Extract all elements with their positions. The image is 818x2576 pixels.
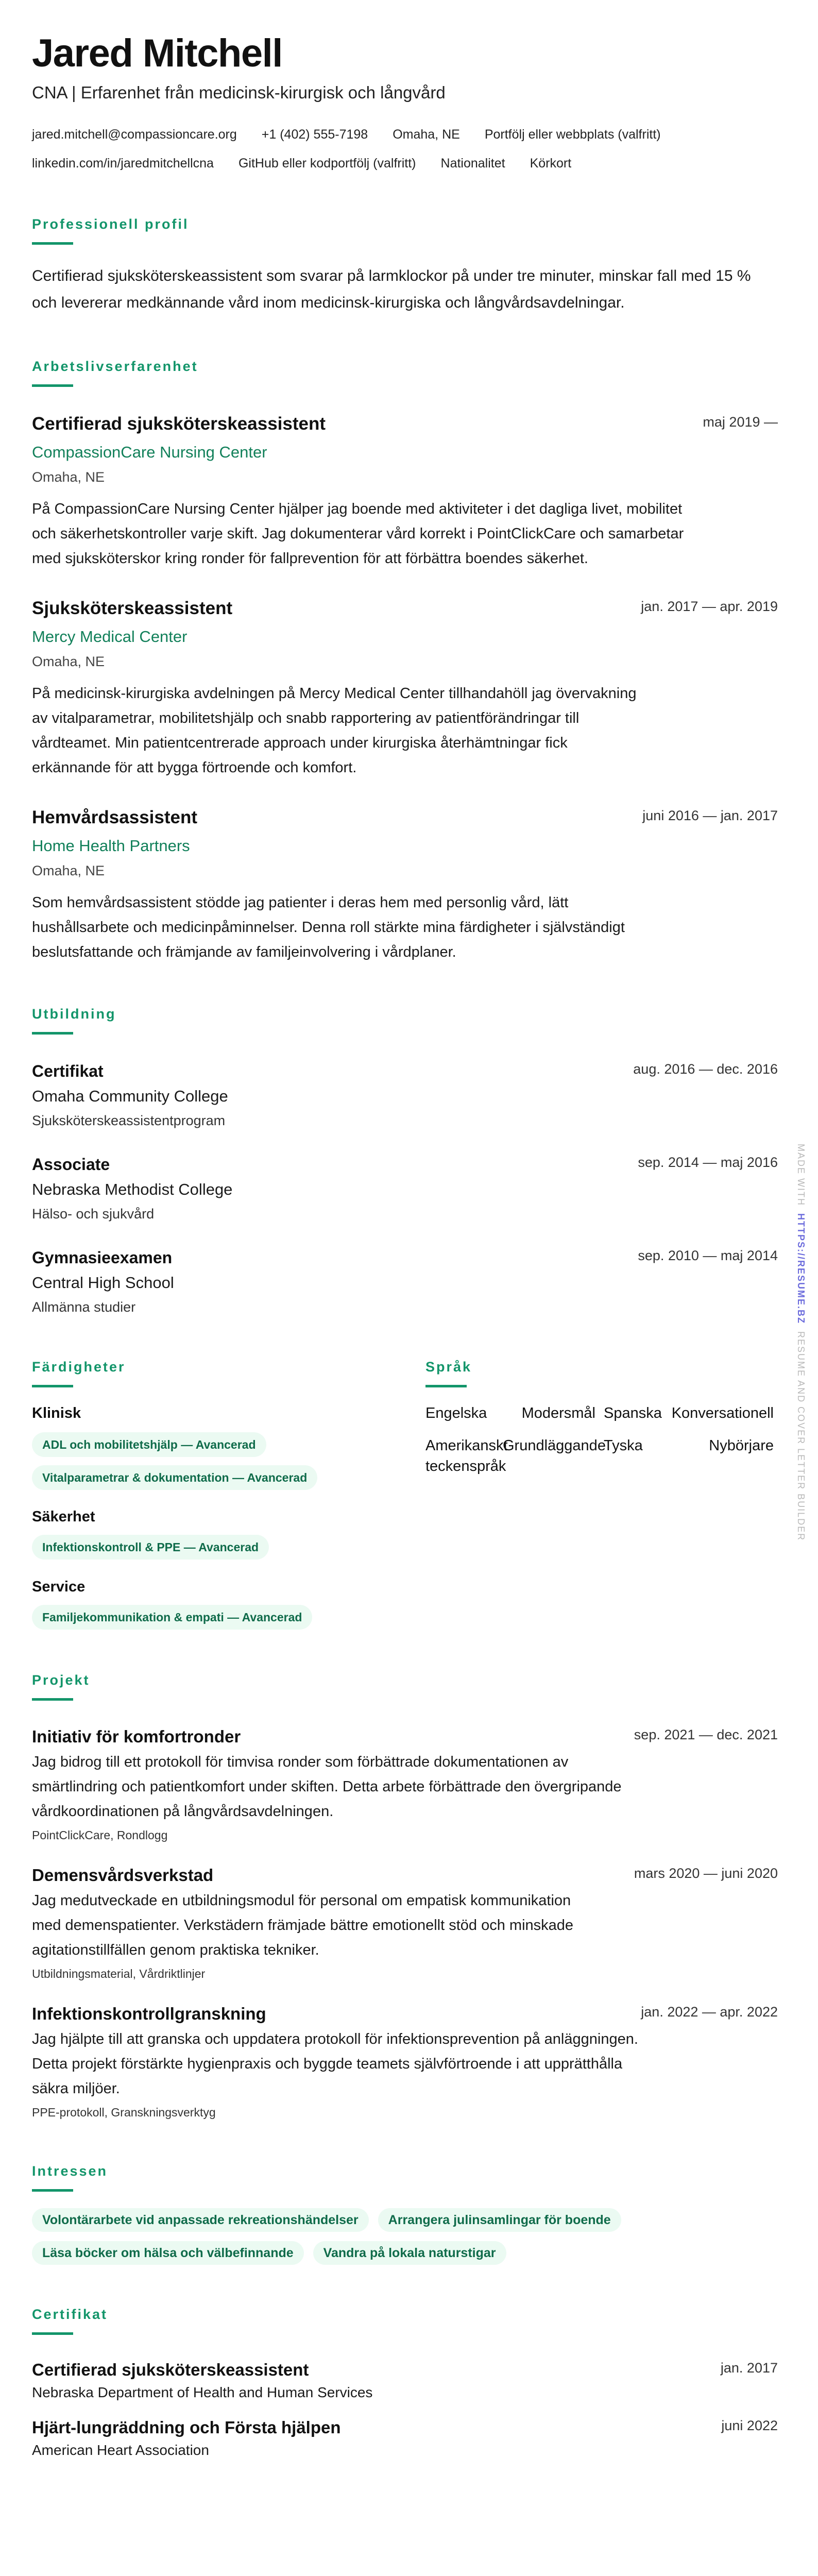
language-item (604, 1435, 774, 1477)
experience-section (32, 357, 778, 964)
job-entry (32, 597, 778, 780)
project-tools: Utbildningsmaterial, Vårdriktlinjer (32, 1967, 206, 1980)
education-entry (32, 1246, 778, 1317)
certificate-name: Hjärt-lungräddning och Första hjälpen (32, 2418, 341, 2437)
section-divider (32, 2332, 73, 2335)
skill-group-title: Säkerhet (32, 1509, 95, 1525)
section-title: Färdigheter (32, 1359, 126, 1375)
skill-chip: Familjekommunikation & empati — Avancerad (32, 1605, 312, 1630)
language-item (425, 1403, 595, 1423)
contact-phone[interactable]: +1 (402) 555-7198 (261, 127, 368, 142)
job-title: Hemvårdsassistent (32, 807, 197, 827)
section-title: Intressen (32, 2163, 108, 2179)
languages-section (425, 1358, 778, 1630)
education-date: aug. 2016 — dec. 2016 (633, 1061, 778, 1077)
interests-section (32, 2162, 778, 2265)
job-location: Omaha, NE (32, 654, 105, 669)
certificates-section (32, 2305, 778, 2461)
section-divider (32, 384, 73, 387)
field-of-study: Sjuksköterskeassistentprogram (32, 1113, 226, 1128)
contact-list (32, 124, 778, 174)
project-description: Jag medutveckade en utbildningsmodul för personal om empatisk kommunikation med demenspatienter. Verkstädern främjade bättre emotionellt stöd och minskade agitationstillfällen genom praktiska tekniker. (32, 1892, 574, 1958)
job-entry (32, 806, 778, 964)
project-date: sep. 2021 — dec. 2021 (634, 1727, 778, 1742)
project-title: Demensvårdsverkstad (32, 1866, 214, 1885)
language-level: Nybörjare (709, 1437, 774, 1454)
project-entry (32, 1864, 778, 1982)
project-date: mars 2020 — juni 2020 (634, 1866, 778, 1881)
education-date: sep. 2014 — maj 2016 (638, 1155, 778, 1170)
job-title: Certifierad sjuksköterskeassistent (32, 414, 326, 434)
skill-chip: Infektionskontroll & PPE — Avancerad (32, 1535, 269, 1560)
education-entry (32, 1153, 778, 1224)
contact-github[interactable]: GitHub eller kodportfölj (valfritt) (238, 156, 416, 171)
interest-chip: Volontärarbete vid anpassade rekreationshändelser (32, 2208, 369, 2232)
language-name: Engelska (425, 1405, 487, 1421)
interest-list (32, 2208, 629, 2265)
project-tools: PointClickCare, Rondlogg (32, 1828, 168, 1842)
contact-linkedin[interactable]: linkedin.com/in/jaredmitchellcna (32, 156, 214, 171)
section-title: Utbildning (32, 1006, 116, 1022)
job-company: CompassionCare Nursing Center (32, 443, 267, 461)
section-title: Språk (425, 1359, 472, 1375)
degree: Associate (32, 1155, 110, 1174)
skill-group-title: Service (32, 1579, 86, 1595)
section-divider (32, 1032, 73, 1035)
interest-chip: Arrangera julinsamlingar för boende (378, 2208, 621, 2232)
section-title: Certifikat (32, 2307, 108, 2322)
project-title: Infektionskontrollgranskning (32, 2004, 266, 2023)
builder-watermark (793, 1144, 809, 1541)
job-date: maj 2019 — (703, 414, 778, 430)
skills-section (32, 1358, 425, 1630)
certificate-date: juni 2022 (721, 2418, 778, 2433)
project-description: Jag bidrog till ett protokoll för timvisa ronder som förbättrade dokumentationen av smärtlindring och patientkomfort under skiften. Detta arbete förbättrade den övergripande vårdkoordinationen på långvårdsavdelningen. (32, 1754, 622, 1820)
profile-section (32, 215, 778, 316)
project-description: Jag hjälpte till att granska och uppdatera protokoll för infektionsprevention på anläggningen. Detta projekt förstärkte hygienpraxis och byggde teamets självförtroende i att upprätthålla säkra miljöer. (32, 2031, 638, 2097)
language-level: Modersmål (521, 1405, 595, 1421)
certificate-issuer: Nebraska Department of Health and Human Services (32, 2384, 373, 2400)
contact-portfolio[interactable]: Portfölj eller webbplats (valfritt) (484, 127, 661, 142)
language-item (604, 1403, 774, 1423)
education-date: sep. 2010 — maj 2014 (638, 1248, 778, 1263)
contact-nationality: Nationalitet (440, 156, 505, 171)
project-title: Initiativ för komfortronder (32, 1727, 241, 1746)
profile-text: Certifierad sjuksköterskeassistent som svarar på larmklockor på under tre minuter, minskar fall med 15 % och levererar medkännande vård inom medicinsk-kirurgiska och långvårdsavdelningar. (32, 267, 751, 311)
degree: Gymnasieexamen (32, 1248, 173, 1267)
skill-chip: Vitalparametrar & dokumentation — Avancerad (32, 1465, 317, 1490)
degree: Certifikat (32, 1062, 104, 1080)
school: Central High School (32, 1274, 174, 1292)
interest-chip: Läsa böcker om hälsa och välbefinnande (32, 2241, 304, 2265)
watermark-link[interactable]: HTTPS://RESUME.BZ (796, 1213, 806, 1325)
project-tools: PPE-protokoll, Granskningsverktyg (32, 2106, 216, 2119)
language-item (425, 1435, 606, 1477)
school: Nebraska Methodist College (32, 1180, 233, 1198)
section-divider (32, 1385, 73, 1387)
contact-email[interactable]: jared.mitchell@compassioncare.org (32, 127, 237, 142)
language-list (425, 1403, 778, 1477)
interest-chip: Vandra på lokala naturstigar (313, 2241, 506, 2265)
contact-license: Körkort (530, 156, 572, 171)
language-name: Spanska (604, 1405, 662, 1421)
projects-section (32, 1671, 778, 2121)
skill-group-title: Klinisk (32, 1405, 81, 1421)
section-title: Professionell profil (32, 216, 189, 232)
project-entry (32, 2003, 778, 2121)
job-location: Omaha, NE (32, 469, 105, 485)
language-level: Grundläggande (503, 1437, 606, 1454)
field-of-study: Hälso- och sjukvård (32, 1206, 155, 1222)
skill-chip: ADL och mobilitetshjälp — Avancerad (32, 1432, 266, 1457)
job-entry (32, 413, 778, 571)
language-level: Konversationell (671, 1405, 774, 1421)
certificate-name: Certifierad sjuksköterskeassistent (32, 2360, 309, 2379)
skills-languages-section (32, 1358, 778, 1630)
candidate-name: Jared Mitchell (32, 31, 282, 75)
school: Omaha Community College (32, 1087, 228, 1105)
section-divider (32, 1698, 73, 1701)
watermark-suffix: RESUME AND COVER LETTER BUILDER (796, 1331, 806, 1541)
field-of-study: Allmänna studier (32, 1299, 136, 1315)
language-name: Tyska (604, 1437, 643, 1454)
section-title: Arbetslivserfarenhet (32, 359, 198, 374)
job-description: På medicinsk-kirurgiska avdelningen på Mercy Medical Center tillhandahöll jag övervakning av vitalparametrar, mobilitetshjälp och snabb rapportering av patientförändringar till vårdteamet. Min patientcentrerade approach under kirurgiska återhämtningar fick erkännande för att bygga förtroende och komfort. (32, 685, 637, 776)
job-location: Omaha, NE (32, 863, 105, 878)
project-entry (32, 1725, 778, 1843)
certificate-entry (32, 2359, 778, 2403)
job-date: jan. 2017 — apr. 2019 (641, 599, 778, 614)
section-divider (425, 1385, 467, 1387)
section-divider (32, 2189, 73, 2192)
job-description: På CompassionCare Nursing Center hjälper jag boende med aktiviteter i det dagliga livet, mobilitet och säkerhetskontroller varje skift. Jag dokumenterar vård korrekt i PointClickCare och samarbetar med sjuksköterskor kring ronder för fallprevention för att förbättra boendes säkerhet. (32, 501, 684, 567)
watermark-prefix: MADE WITH (796, 1144, 806, 1206)
contact-location: Omaha, NE (393, 127, 460, 142)
headline: CNA | Erfarenhet från medicinsk-kirurgisk och långvård (32, 83, 446, 102)
section-title: Projekt (32, 1672, 90, 1688)
certificate-entry (32, 2416, 778, 2461)
language-name: Amerikanskt teckenspråk (425, 1437, 508, 1475)
education-entry (32, 1060, 778, 1131)
resume-page (32, 0, 778, 2476)
job-title: Sjuksköterskeassistent (32, 598, 233, 618)
job-company: Mercy Medical Center (32, 628, 188, 646)
project-date: jan. 2022 — apr. 2022 (641, 2004, 778, 2020)
certificate-issuer: American Heart Association (32, 2442, 209, 2458)
job-company: Home Health Partners (32, 837, 190, 855)
job-date: juni 2016 — jan. 2017 (642, 808, 778, 823)
certificate-date: jan. 2017 (720, 2360, 778, 2376)
job-description: Som hemvårdsassistent stödde jag patienter i deras hem med personlig vård, lätt hushållsarbete och medicinpåminnelser. Denna roll stärkte mina färdigheter i självständigt beslutsfattande och främjande av familjeinvolvering i vårdplaner. (32, 894, 625, 960)
section-divider (32, 242, 73, 245)
education-section (32, 1005, 778, 1317)
